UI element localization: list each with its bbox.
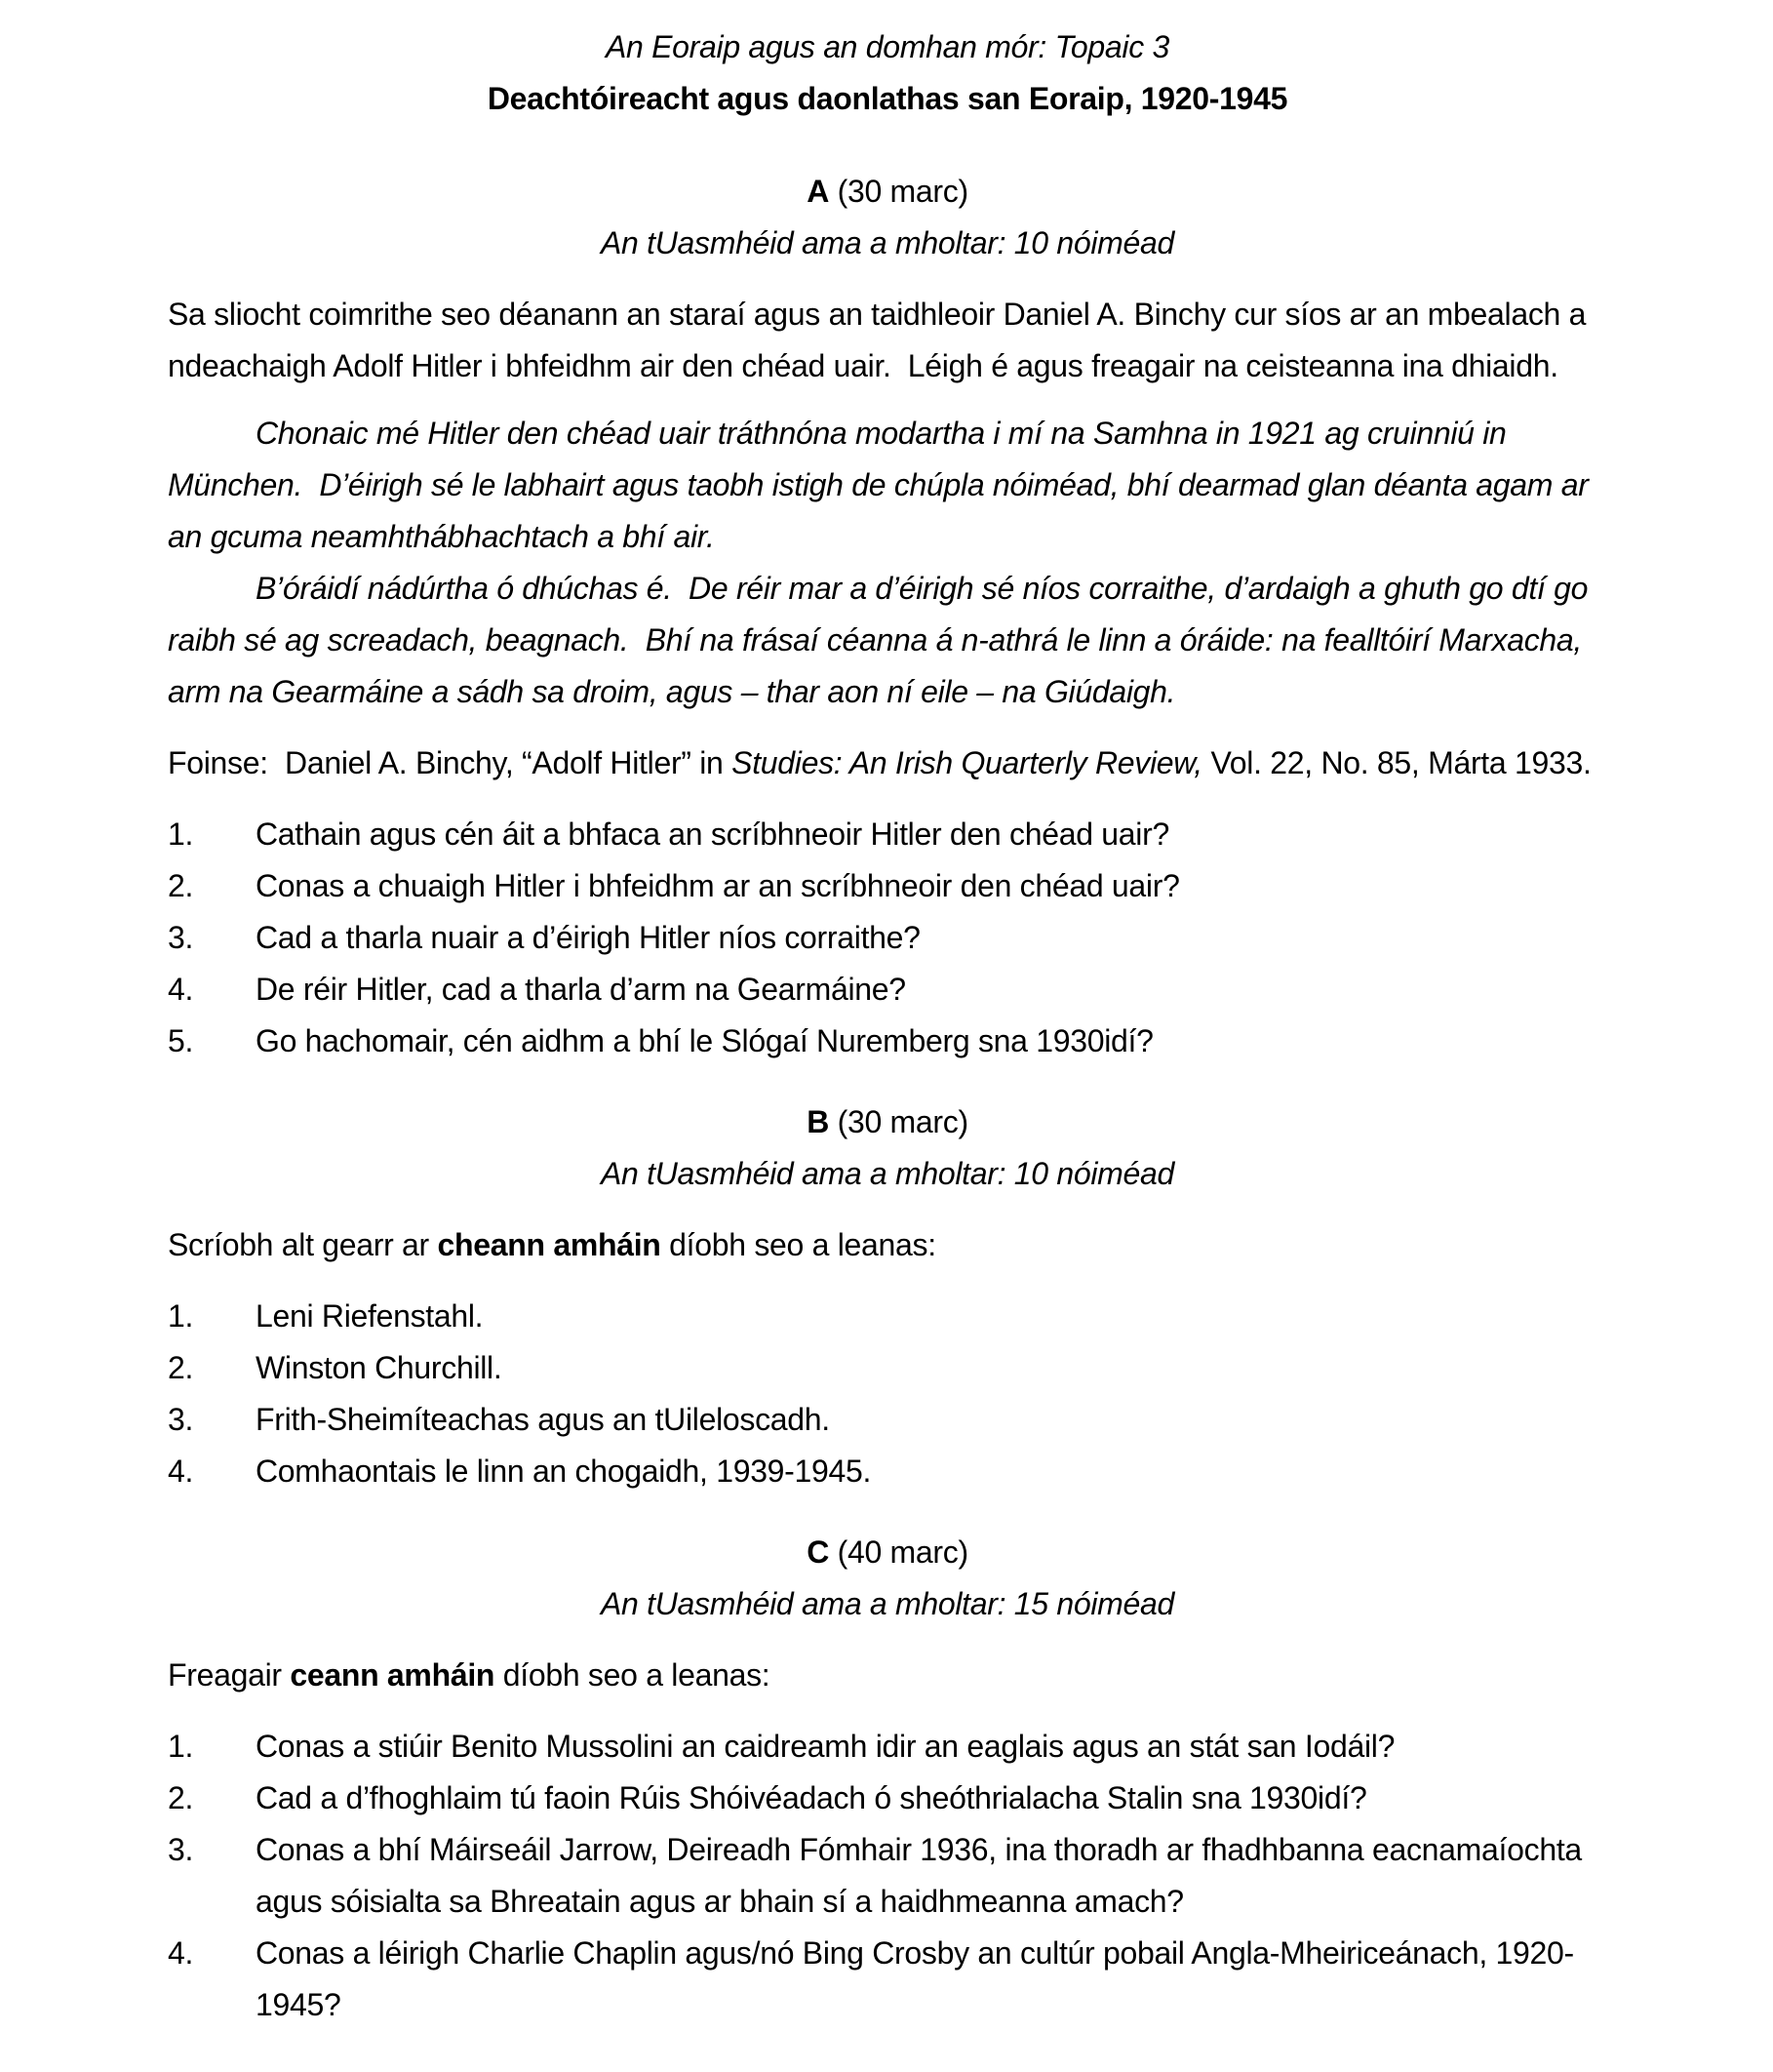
- item-number: 3.: [168, 1832, 194, 1867]
- section-b-marks: (30 marc): [829, 1104, 968, 1139]
- instruction-pre: Scríobh alt gearr ar: [168, 1227, 438, 1262]
- list-item: [168, 1773, 1607, 1824]
- section-a-letter: A: [807, 174, 829, 209]
- item-number: 3.: [168, 1402, 194, 1437]
- section-b-items: [168, 1291, 1607, 1497]
- item-text: Conas a stiúir Benito Mussolini an caidreamh idir an eaglais agus an stát san Iodáil?: [256, 1729, 1396, 1764]
- question-number: 3.: [168, 920, 194, 955]
- source-citation-pre: Foinse: Daniel A. Binchy, “Adolf Hitler” in: [168, 745, 732, 780]
- list-item: [168, 1342, 1607, 1394]
- list-item: [168, 1291, 1607, 1342]
- question-row: [168, 1016, 1607, 1067]
- section-c-time-note: An tUasmhéid ama a mholtar: 15 nóiméad: [600, 1586, 1175, 1621]
- quote-paragraph-1: Chonaic mé Hitler den chéad uair tráthnóna modartha i mí na Samhna in 1921 ag cruinniú in München. D’éirigh sé le labhairt agus taobh istigh de chúpla nóiméad, bhí dearmad glan déanta agam ar an gcuma neamhthábhachtach a bhí air.: [168, 416, 1597, 554]
- spacer: [168, 1701, 1607, 1721]
- question-text: De réir Hitler, cad a tharla d’arm na Gearmáine?: [256, 972, 906, 1007]
- item-text: Winston Churchill.: [256, 1350, 502, 1385]
- section-c-marks: (40 marc): [829, 1534, 968, 1570]
- item-text: Conas a léirigh Charlie Chaplin agus/nó Bing Crosby an cultúr pobail Angla-Mheiriceánach, 1920-1945?: [256, 1935, 1574, 2022]
- spacer: [168, 1497, 1607, 1527]
- item-text: Comhaontais le linn an chogaidh, 1939-1945.: [256, 1454, 872, 1489]
- instruction-bold: cheann amháin: [437, 1227, 661, 1262]
- question-text: Go hachomair, cén aidhm a bhí le Slógaí Nuremberg sna 1930idí?: [256, 1023, 1154, 1058]
- section-b-letter: B: [807, 1104, 829, 1139]
- item-number: 2.: [168, 1350, 194, 1385]
- item-text: Conas a bhí Máirseáil Jarrow, Deireadh Fómhair 1936, ina thoradh ar fhadhbanna eacnamaíochta agus sóisialta sa Bhreatain agus ar bhain sí a haidhmeanna amach?: [256, 1832, 1591, 1919]
- instruction-post: díobh seo a leanas:: [660, 1227, 936, 1262]
- quote-paragraph-2: B’óráidí nádúrtha ó dhúchas é. De réir mar a d’éirigh sé níos corraithe, d’ardaigh a ghuth go dtí go raibh sé ag screadach, beagnach. Bhí na frásaí céanna á n-athrá le linn a óráide: na fealltóirí Marxacha, arm na Gearmáine a sádh sa droim, agus – thar aon ní eile – na Giúdaigh.: [168, 571, 1596, 709]
- section-c-instruction: [168, 1650, 1607, 1701]
- section-c-letter: C: [807, 1534, 829, 1570]
- question-text: Cathain agus cén áit a bhfaca an scríbhneoir Hitler den chéad uair?: [256, 817, 1169, 852]
- question-number: 4.: [168, 972, 194, 1007]
- item-number: 4.: [168, 1935, 194, 1971]
- section-a-questions: [168, 809, 1607, 1067]
- instruction-bold: ceann amháin: [290, 1657, 495, 1693]
- spacer: [168, 1067, 1607, 1096]
- question-number: 5.: [168, 1023, 194, 1058]
- question-row: [168, 964, 1607, 1016]
- item-number: 2.: [168, 1780, 194, 1815]
- section-b-instruction: [168, 1219, 1607, 1271]
- list-item: [168, 1446, 1607, 1497]
- source-citation-journal: Studies: An Irish Quarterly Review,: [731, 745, 1202, 780]
- section-a-intro: Sa sliocht coimrithe seo déanann an staraí agus an taidhleoir Daniel A. Binchy cur síos ar an mbealach a ndeachaigh Adolf Hitler i bhfeidhm air den chéad uair. Léigh é agus freagair na ceisteanna ina dhiaidh.: [168, 297, 1595, 383]
- spacer: [168, 392, 1607, 408]
- item-text: Cad a d’fhoghlaim tú faoin Rúis Shóivéadach ó sheóthrialacha Stalin sna 1930idí?: [256, 1780, 1367, 1815]
- instruction-post: díobh seo a leanas:: [494, 1657, 770, 1693]
- section-a-marks: (30 marc): [829, 174, 968, 209]
- question-row: [168, 860, 1607, 912]
- section-b-heading: [168, 1096, 1607, 1148]
- question-row: [168, 809, 1607, 860]
- spacer: [168, 1630, 1607, 1650]
- question-text: Cad a tharla nuair a d’éirigh Hitler níos corraithe?: [256, 920, 921, 955]
- section-b-time-note: An tUasmhéid ama a mholtar: 10 nóiméad: [600, 1156, 1175, 1191]
- page-title-main: Deachtóireacht agus daonlathas san Eoraip, 1920-1945: [487, 81, 1288, 116]
- item-number: 1.: [168, 1298, 194, 1334]
- section-c-heading: [168, 1527, 1607, 1578]
- list-item: [168, 1824, 1607, 1928]
- question-text: Conas a chuaigh Hitler i bhfeidhm ar an scríbhneoir den chéad uair?: [256, 868, 1180, 903]
- source-extract: [168, 408, 1607, 718]
- list-item: [168, 1928, 1607, 2031]
- section-a-time-note: An tUasmhéid ama a mholtar: 10 nóiméad: [600, 225, 1175, 260]
- section-c-items: [168, 1721, 1607, 2031]
- spacer: [168, 1271, 1607, 1291]
- source-citation-post: Vol. 22, No. 85, Márta 1933.: [1202, 745, 1592, 780]
- spacer: [168, 125, 1607, 166]
- spacer: [168, 718, 1607, 737]
- question-number: 1.: [168, 817, 194, 852]
- spacer: [168, 789, 1607, 809]
- section-a-heading: [168, 166, 1607, 218]
- page-title-topic: An Eoraip agus an domhan mór: Topaic 3: [605, 29, 1169, 64]
- spacer: [168, 269, 1607, 289]
- question-row: [168, 912, 1607, 964]
- item-text: Frith-Sheimíteachas agus an tUileloscadh.: [256, 1402, 830, 1437]
- question-number: 2.: [168, 868, 194, 903]
- source-citation: [168, 737, 1607, 789]
- instruction-pre: Freagair: [168, 1657, 291, 1693]
- item-number: 1.: [168, 1729, 194, 1764]
- spacer: [168, 1200, 1607, 1219]
- item-number: 4.: [168, 1454, 194, 1489]
- list-item: [168, 1394, 1607, 1446]
- item-text: Leni Riefenstahl.: [256, 1298, 484, 1334]
- list-item: [168, 1721, 1607, 1773]
